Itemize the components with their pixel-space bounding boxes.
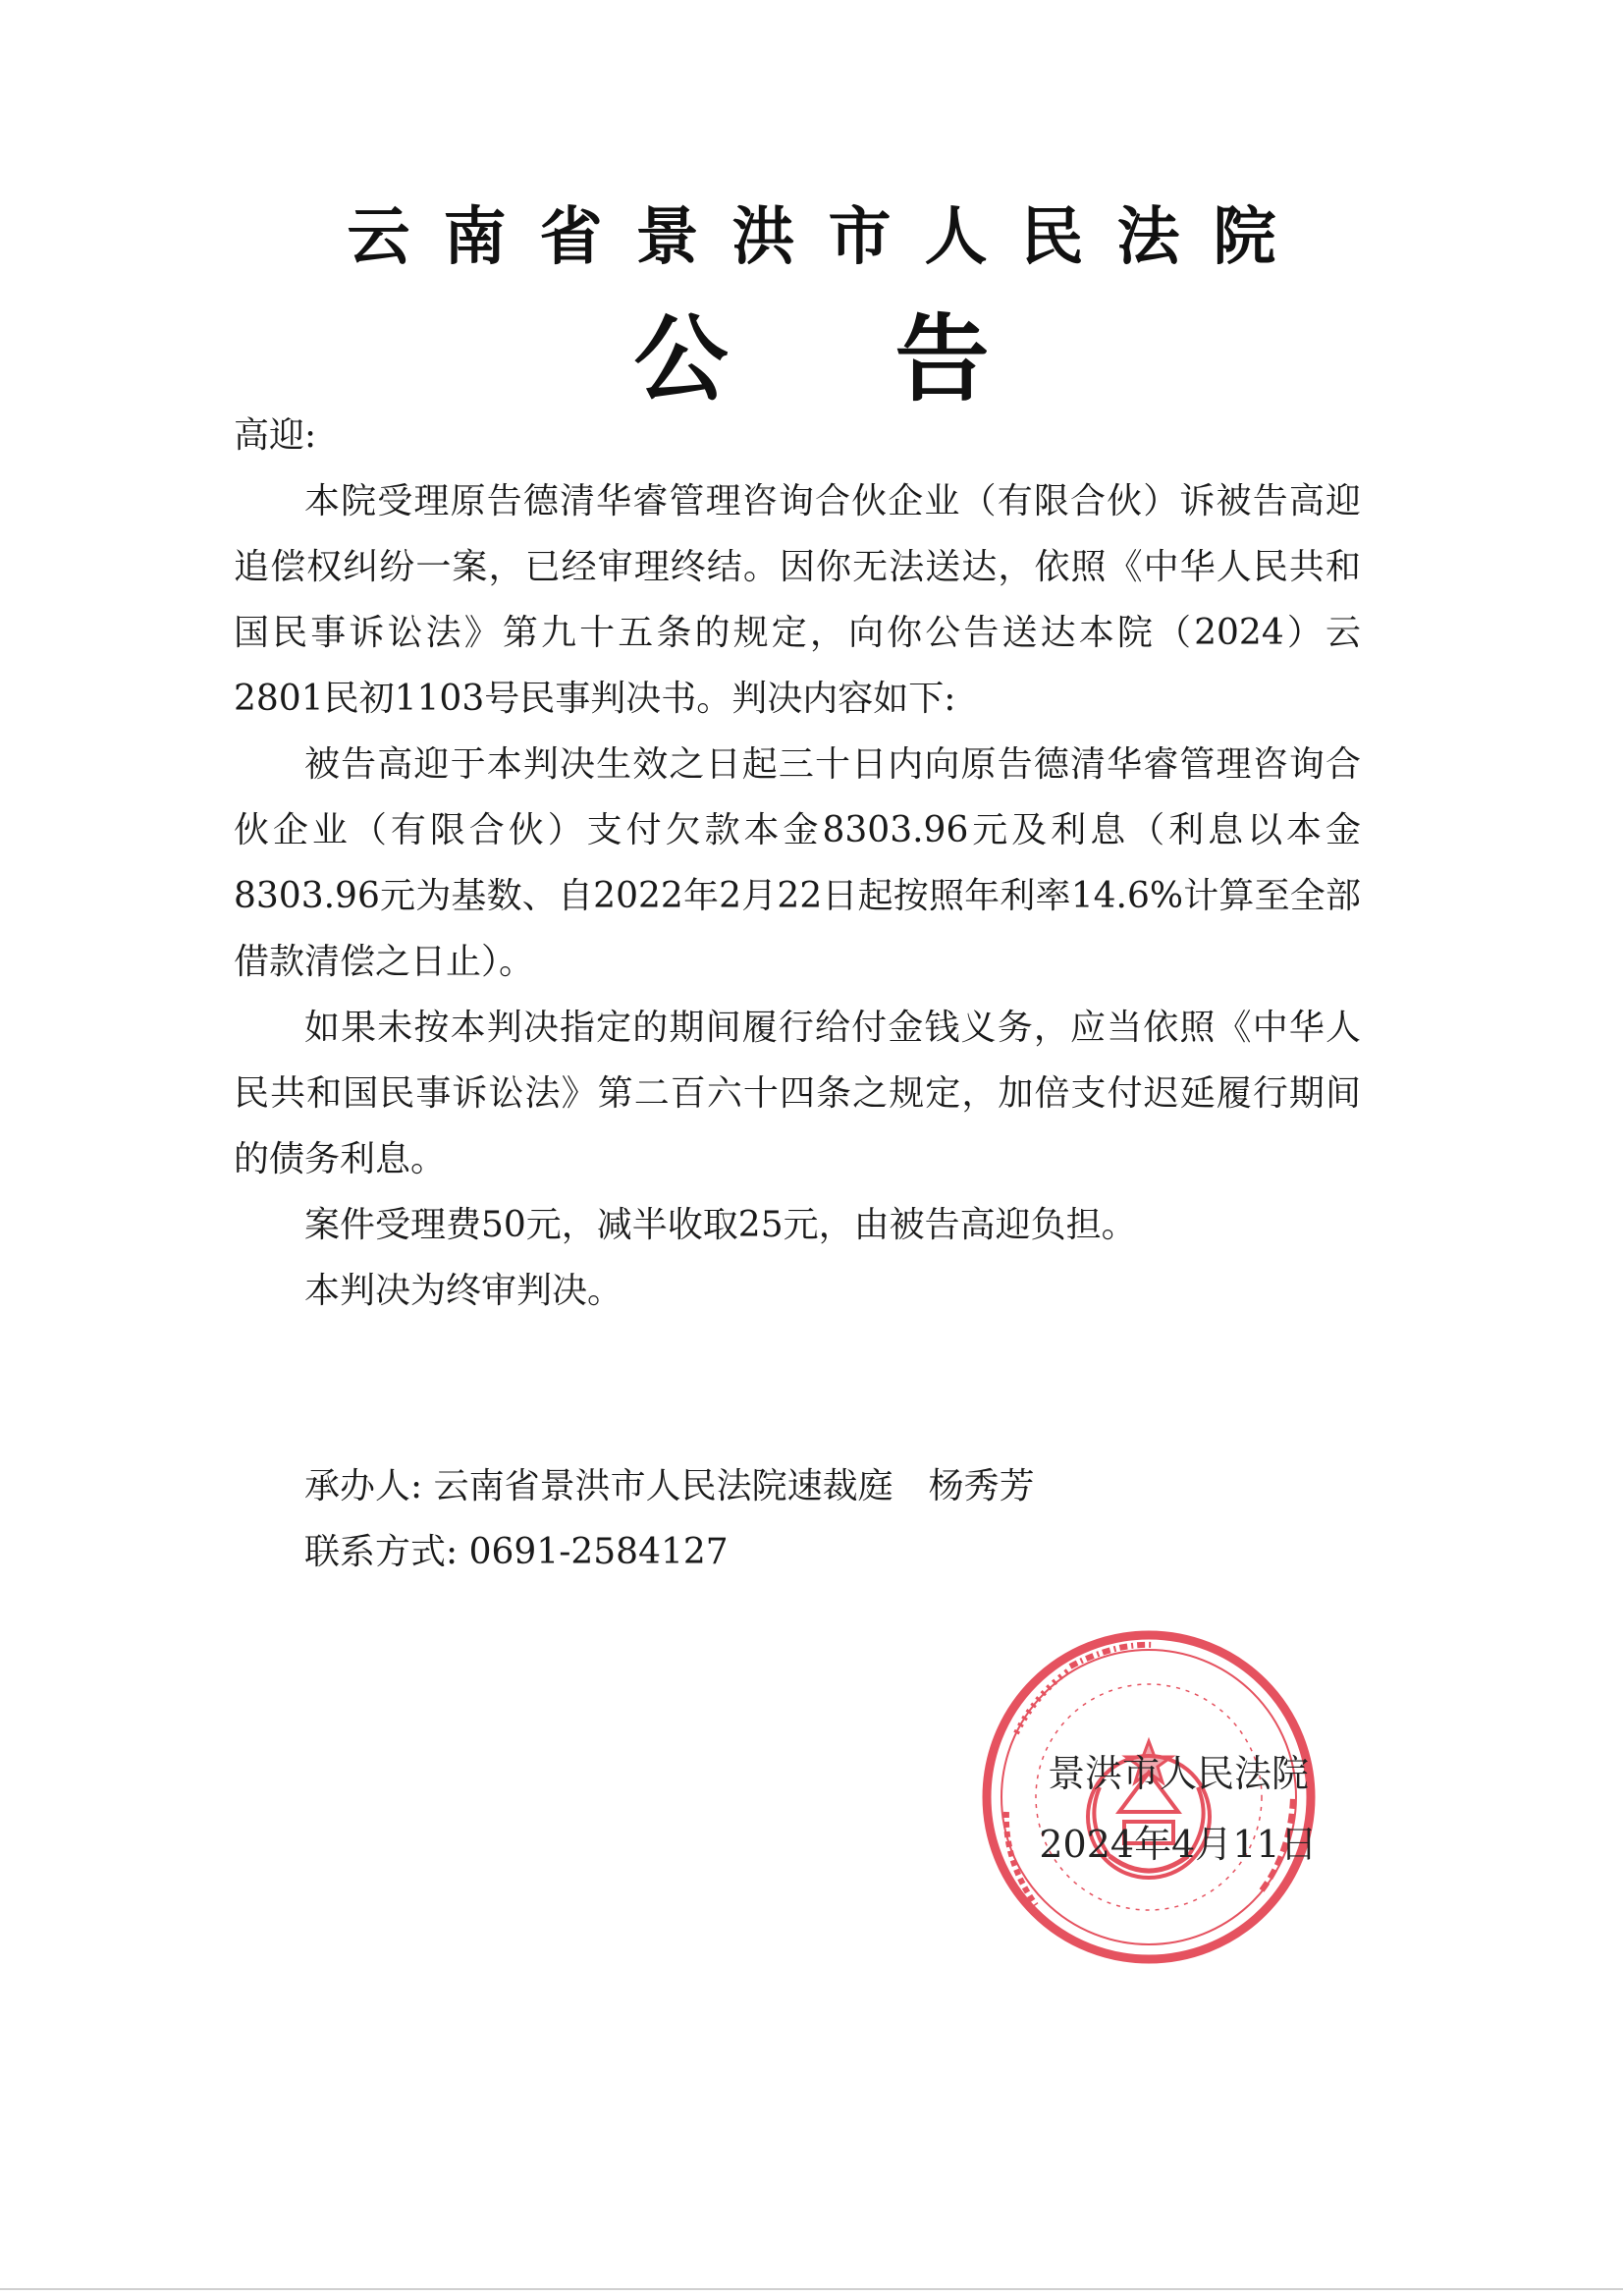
contact-row bbox=[304, 1519, 1035, 1585]
paragraph-case-fee: 案件受理费50元，减半收取25元，由被告高迎负担。 bbox=[304, 1205, 1137, 1245]
handler-label: 承办人: bbox=[304, 1466, 423, 1506]
contact-label: 联系方式: bbox=[304, 1532, 459, 1572]
court-signature-block bbox=[1026, 1738, 1330, 1880]
paragraph-late-interest: 如果未按本判决指定的期间履行给付金钱义务，应当依照《中华人民共和国民事诉讼法》第二百六十四条之规定，加倍支付迟延履行期间的债务利息。 bbox=[234, 1008, 1361, 1179]
contact-phone: 0691-2584127 bbox=[468, 1532, 729, 1572]
signoff-block bbox=[304, 1453, 1035, 1585]
paragraph-final-judgment: 本判决为终审判决。 bbox=[304, 1271, 623, 1311]
page-bottom-edge bbox=[0, 2288, 1623, 2290]
issue-date: 2024年4月11日 bbox=[1039, 1823, 1318, 1866]
salutation: 高迎: bbox=[234, 415, 317, 456]
notice-body bbox=[234, 403, 1361, 1324]
paragraph-case-intro: 本院受理原告德清华睿管理咨询合伙企业（有限合伙）诉被告高迎追偿权纠纷一案，已经审理终结。因你无法送达，依照《中华人民共和国民事诉讼法》第九十五条的规定，向你公告送达本院（2024）云2801民初1103号民事判决书。判决内容如下: bbox=[234, 481, 1361, 719]
handler-row bbox=[304, 1453, 1035, 1519]
court-name-heading: 云南省景洪市人民法院 bbox=[347, 201, 1310, 274]
handler-value: 云南省景洪市人民法院速裁庭 杨秀芳 bbox=[433, 1466, 1035, 1506]
document-type-heading: 公告 bbox=[633, 304, 1157, 414]
court-sign-name: 景洪市人民法院 bbox=[1047, 1752, 1309, 1795]
paragraph-judgment: 被告高迎于本判决生效之日起三十日内向原告德清华睿管理咨询合伙企业（有限合伙）支付欠款本金8303.96元及利息（利息以本金8303.96元为基数、自2022年2月22日起按照年利率14.6%计算至全部借款清偿之日止）。 bbox=[234, 744, 1361, 982]
